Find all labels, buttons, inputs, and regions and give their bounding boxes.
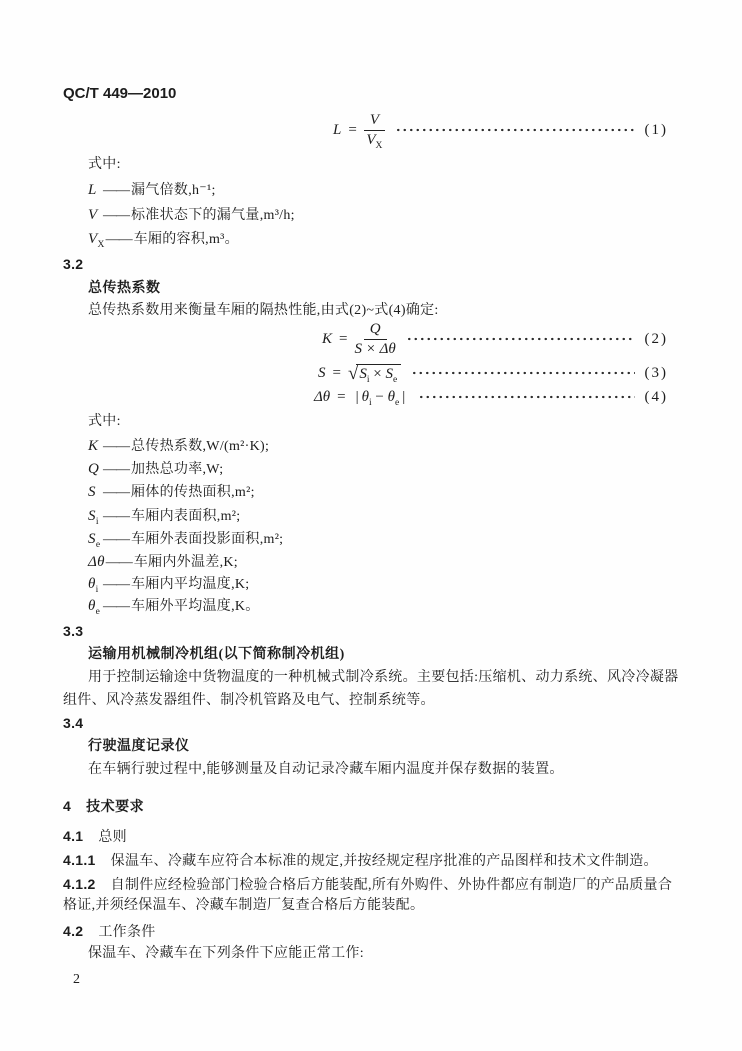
def-symbol: K [88,438,99,454]
def-desc: 漏气倍数,h⁻¹; [131,183,216,198]
clause-number: 4.1.2 [63,876,96,892]
formula-4-equals: = [337,388,346,405]
formula-2-numerator: Q [364,321,387,340]
def-symbol: $\theta_e$ [88,598,101,617]
def-dash: —— [103,509,129,524]
def-dash: —— [103,577,129,592]
definition-line [88,482,255,503]
formula-1-number: (1) [644,121,668,138]
term-heading-3-4: 行驶温度记录仪 [88,739,190,754]
chapter-4-heading [63,796,144,818]
def-desc: 标准状态下的漏气量,m³/h; [131,208,295,223]
definition-line [88,529,283,550]
formula-4 [314,385,668,409]
formula-1 [333,110,668,150]
def-desc: 车厢内平均温度,K; [131,577,250,592]
def-desc: 车厢外平均温度,K。 [131,599,260,614]
chapter-number: 4 [63,798,72,814]
definition-line [88,229,239,250]
formula-2-denominator: S × Δθ [354,340,396,357]
formula-3-lhs: S [318,364,326,381]
formula-2 [322,317,668,361]
def-dash: —— [105,555,132,570]
clause-4-1-1 [63,850,658,872]
definition-line [88,552,238,573]
def-dash: —— [103,485,129,500]
def-desc: 车厢外表面投影面积,m²; [131,532,284,547]
clause-number: 4.1.1 [63,852,96,868]
doc-header: QC/T 449—2010 [63,85,177,102]
where-label: 式中: [88,157,121,172]
where-label: 式中: [88,414,121,429]
def-symbol: Q [88,461,100,477]
formula-1-equals: = [348,121,357,138]
page-number: 2 [73,972,80,987]
formula-4-lhs: Δθ [314,388,331,405]
formula-2-lhs: K [322,330,333,347]
clause-text: 保温车、冷藏车应符合本标准的规定,并按经规定程序批准的产品图样和技术文件制造。 [110,854,658,869]
radical-sign: √ [347,362,359,384]
section-number-3-3: 3.3 [63,623,84,639]
def-symbol: V [88,207,98,223]
term-heading-3-3: 运输用机械制冷机组(以下简称制冷机组) [88,647,345,662]
def-desc: 车厢内外温差,K; [133,555,238,570]
definition-line [88,506,240,527]
clause-number: 4.1 [63,828,84,844]
def-desc: 车厢的容积,m³。 [133,232,239,247]
formula-2-fraction [354,321,395,358]
def-dash: —— [103,183,129,198]
clause-4-1-heading [63,826,127,848]
section-number-3-2: 3.2 [63,256,84,272]
def-dash: —— [103,208,129,223]
def-dash: —— [103,462,129,477]
term-heading-3-2: 总传热系数 [88,281,161,296]
clause-text-line1: 自制件应经检验部门检验合格后方能装配,所有外购件、外协件都应有制造厂的产品质量合 [110,878,673,893]
definition-line [88,459,223,480]
formula-1-numerator: V [364,112,385,131]
def-desc: 加热总功率,W; [131,462,224,477]
formula-1-lhs: L [333,121,342,138]
def-dash: —— [103,532,129,547]
def-desc: 厢体的传热面积,m²; [131,485,255,500]
formula-4-number: (4) [644,388,668,405]
paragraph-4-2: 保温车、冷藏车在下列条件下应能正常工作: [88,946,364,961]
definition-line [88,205,295,226]
radicand: $S_i \times S_e$ [356,364,401,383]
paragraph-3-4-line1: 在车辆行驶过程中,能够测量及自动记录冷藏车厢内温度并保存数据的装置。 [88,762,564,777]
def-desc: 总传热系数,W/(m²·K); [131,439,270,454]
definition-line [88,574,250,595]
def-dash: —— [105,232,132,247]
paragraph-3-3-line2: 组件、风冷蒸发器组件、制冷机管路及电气、控制系统等。 [63,693,435,708]
def-dash: —— [103,439,129,454]
def-symbol: $S_e$ [88,531,101,550]
def-symbol: $S_i$ [88,508,99,527]
paragraph-3-3-line1: 用于控制运输途中货物温度的一种机械式制冷系统。主要包括:压缩机、动力系统、风冷冷凝器 [88,670,679,685]
definition-line [88,180,216,201]
definition-line [88,436,269,457]
clause-title: 总则 [98,830,127,845]
dot-leader [418,395,634,399]
def-symbol: L [88,182,97,198]
formula-3 [318,361,668,385]
clause-number: 4.2 [63,923,84,939]
def-dash: —— [103,599,129,614]
def-symbol: $V_X$ [88,231,105,250]
formula-3-equals: = [332,364,341,381]
dot-leader [395,128,635,132]
paragraph-3-2: 总传热系数用来衡量车厢的隔热性能,由式(2)~式(4)确定: [88,303,439,318]
formula-1-denominator: $V_X$ [366,131,383,151]
definition-line [88,596,260,617]
clause-4-2-heading [63,921,156,943]
formula-2-number: (2) [644,330,668,347]
formula-3-sqrt [348,364,401,383]
formula-2-equals: = [339,330,348,347]
clause-4-1-2-line2: 格证,并须经保温车、冷藏车制造厂复查合格后方能装配。 [63,898,425,913]
dot-leader [406,337,635,341]
chapter-title: 技术要求 [86,800,145,815]
formula-4-body: | $\theta_i - \theta_e$ | [355,388,406,408]
def-symbol: Δθ [88,554,105,570]
formula-3-number: (3) [644,364,668,381]
clause-title: 工作条件 [98,925,156,940]
def-symbol: S [88,484,96,500]
section-number-3-4: 3.4 [63,715,84,731]
clause-4-1-2 [63,874,672,896]
formula-1-fraction [364,112,385,149]
def-desc: 车厢内表面积,m²; [131,509,241,524]
def-symbol: $\theta_i$ [88,576,99,595]
dot-leader [411,371,634,375]
